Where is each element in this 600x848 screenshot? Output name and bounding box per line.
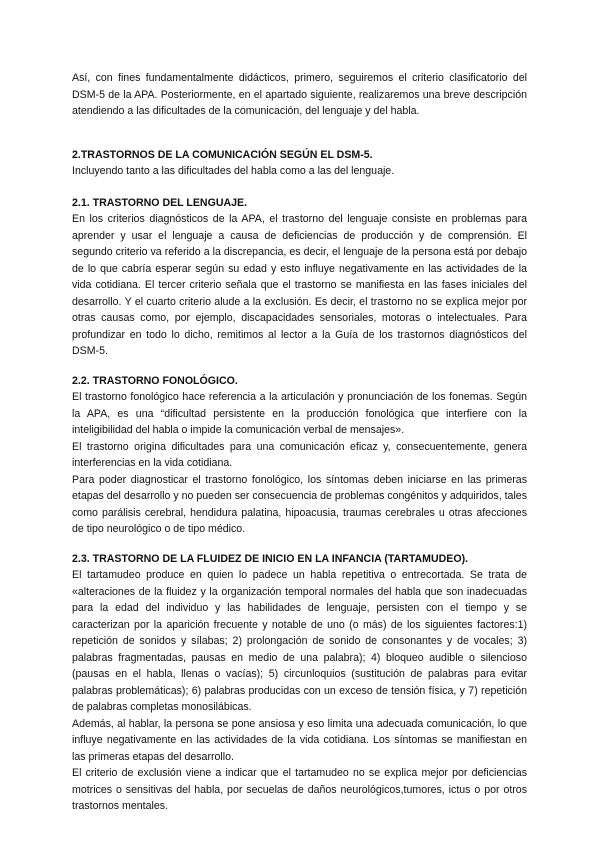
- section-2-3-heading: 2.3. TRASTORNO DE LA FLUIDEZ DE INICIO EN LA INFANCIA (TARTAMUDEO).: [72, 552, 469, 565]
- document-body: [72, 70, 527, 815]
- section-2-3-paragraph-1: El tartamudeo produce en quien lo padece un habla repetitiva o entrecortada. Se trata de «alteraciones de la fluidez y la organización temporal normales del habla que son inadecuadas para la edad del individuo y las habilidades de lenguaje, persisten con el tiempo y se caracterizan por la aparición frecuente y notable de uno (o más) de los siguientes factores:1) repetición de sonidos y sílabas; 2) prolongación de sonido de consonantes y de vocales; 3) palabras fragmentadas, pausas en medio de una palabra); 4) bloqueo audible o silencioso (pausas en el habla, llenas o vacías); 5) circunloquios (sustitución de palabras para evitar palabras problemáticas); 6) palabras producidas con un exceso de tensión física, y 7) repetición de palabras completas monosilábicas.: [72, 569, 527, 713]
- section-2-heading: 2.TRASTORNOS DE LA COMUNICACIÓN SEGÚN EL DSM-5.: [72, 148, 373, 161]
- section-2-2-heading: 2.2. TRASTORNO FONOLÓGICO.: [72, 374, 238, 387]
- section-2-3-paragraph-3: El criterio de exclusión viene a indicar que el tartamudeo no se explica mejor por deficiencias motrices o sensitivas del habla, por secuelas de daños neurológicos,tumores, ictus o por otros trastornos mentales.: [72, 767, 527, 812]
- section-2-1-heading: 2.1. TRASTORNO DEL LENGUAJE.: [72, 196, 248, 209]
- section-2-1-paragraph: En los criterios diagnósticos de la APA, el trastorno del lenguaje consiste en problemas para aprender y usar el lenguaje a causa de deficiencias de producción y de comprensión. El segundo criterio va referido a la discrepancia, es decir, el lenguaje de la persona está por debajo de lo que cabría esperar según su edad y esto influye negativamente en las actividades de la vida cotidiana. El tercer criterio señala que el trastorno se manifiesta en las fases iniciales del desarrollo. Y el cuarto criterio alude a la exclusión. Es decir, el trastorno no se explica mejor por otras causas como, por ejemplo, discapacidades sensoriales, motoras o intelectuales. Para profundizar en todo lo dicho, remitimos al lector a la Guía de los trastornos diagnósticos del DSM-5.: [72, 213, 527, 357]
- section-2-2-paragraph-3: Para poder diagnosticar el trastorno fonológico, los síntomas deben iniciarse en las primeras etapas del desarrollo y no pueden ser consecuencia de problemas congénitos y adquiridos, tales como parálisis cerebral, hendidura palatina, hipoacusia, traumas cerebrales u otras afecciones de tipo neurológico o de tipo médico.: [72, 473, 527, 535]
- section-2-2-paragraph-2: El trastorno origina dificultades para una comunicación eficaz y, consecuentemente, genera interferencias en la vida cotidiana.: [72, 440, 527, 469]
- section-2-2-paragraph-1: El trastorno fonológico hace referencia a la articulación y pronunciación de los fonemas. Según la APA, es una “dificultad persistente en la producción fonológica que interfiere con la inteligibilidad del habla o impide la comunicación verbal de mensajes».: [72, 391, 527, 436]
- section-2-3-paragraph-2: Además, al hablar, la persona se pone ansiosa y eso limita una adecuada comunicación, lo que influye negativamente en las actividades de la vida cotidiana. Los síntomas se manifiestan en las primeras etapas del desarrollo.: [72, 717, 527, 763]
- section-2-subtitle: Incluyendo tanto a las dificultades del habla como a las del lenguaje.: [72, 165, 395, 177]
- intro-paragraph: Así, con fines fundamentalmente didácticos, primero, seguiremos el criterio clasificatorio del DSM-5 de la APA. Posteriormente, en el apartado siguiente, realizaremos una breve descripción atendiendo a las dificultades de la comunicación, del lenguaje y del habla.: [72, 72, 527, 117]
